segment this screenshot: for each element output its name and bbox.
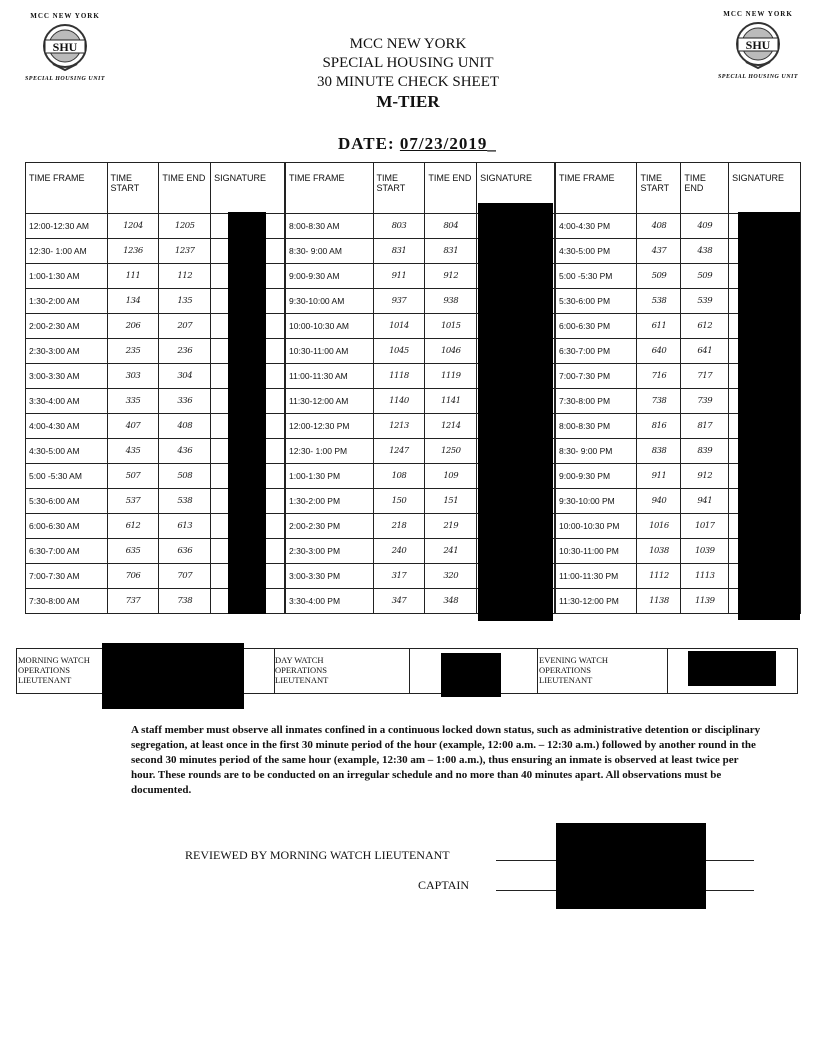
instructions-paragraph: A staff member must observe all inmates confined in a continuous locked down status, such as administrative detention or disciplinary segregation, at least once in the first 30 minute period of the hour (example, 12:00 a.m. – 12:30 a.m.) followed by another round in the second 30 minutes period of the same hour (example, 12:30 am – 1:00 a.m.), thus ensuring an inmate is observed at least twice per hour. These rounds are to be conducted on an irregular schedule and no more than 40 minutes apart. All observations must be documented. — [131, 724, 761, 796]
logo-top-text: MCC NEW YORK — [723, 10, 793, 18]
redacted-signature-column — [738, 212, 800, 620]
header-time-frame: TIME FRAME — [286, 163, 374, 214]
time-start-cell: 1045 — [373, 339, 425, 364]
time-end-cell: 509 — [681, 264, 729, 289]
time-end-cell: 831 — [425, 239, 477, 264]
time-end-cell: 717 — [681, 364, 729, 389]
time-end-cell: 219 — [425, 514, 477, 539]
tier-label: M-TIER — [376, 92, 440, 111]
time-end-cell: 707 — [159, 564, 211, 589]
time-end-cell: 1119 — [425, 364, 477, 389]
time-start-cell: 612 — [107, 514, 159, 539]
time-frame-cell: 4:30-5:00 AM — [26, 439, 108, 464]
time-frame-cell: 11:30-12:00 PM — [556, 589, 637, 614]
time-end-cell: 438 — [681, 239, 729, 264]
time-start-cell: 335 — [107, 389, 159, 414]
header-signature: SIGNATURE — [729, 163, 801, 214]
time-frame-cell: 1:30-2:00 PM — [286, 489, 374, 514]
time-start-cell: 150 — [373, 489, 425, 514]
time-start-cell: 706 — [107, 564, 159, 589]
time-start-cell: 838 — [637, 439, 681, 464]
time-start-cell: 1038 — [637, 539, 681, 564]
time-end-cell: 839 — [681, 439, 729, 464]
time-frame-cell: 9:00-9:30 PM — [556, 464, 637, 489]
redacted-evening-signature — [688, 651, 776, 686]
time-start-cell: 1118 — [373, 364, 425, 389]
time-frame-cell: 11:00-11:30 PM — [556, 564, 637, 589]
title-line: MCC NEW YORK — [349, 36, 467, 52]
time-end-cell: 1046 — [425, 339, 477, 364]
time-end-cell: 1205 — [159, 214, 211, 239]
time-start-cell: 1213 — [373, 414, 425, 439]
time-end-cell: 109 — [425, 464, 477, 489]
time-end-cell: 1139 — [681, 589, 729, 614]
time-frame-cell: 3:30-4:00 AM — [26, 389, 108, 414]
time-frame-cell: 3:00-3:30 AM — [26, 364, 108, 389]
time-frame-cell: 1:00-1:30 AM — [26, 264, 108, 289]
time-frame-cell: 2:00-2:30 PM — [286, 514, 374, 539]
time-end-cell: 612 — [681, 314, 729, 339]
time-start-cell: 716 — [637, 364, 681, 389]
logo-bottom-text: SPECIAL HOUSING UNIT — [24, 76, 106, 82]
time-end-cell: 1237 — [159, 239, 211, 264]
time-start-cell: 640 — [637, 339, 681, 364]
time-start-cell: 1112 — [637, 564, 681, 589]
time-end-cell: 1250 — [425, 439, 477, 464]
time-start-cell: 437 — [637, 239, 681, 264]
time-frame-cell: 7:30-8:00 AM — [26, 589, 108, 614]
time-end-cell: 613 — [159, 514, 211, 539]
time-start-cell: 738 — [637, 389, 681, 414]
time-end-cell: 241 — [425, 539, 477, 564]
time-start-cell: 538 — [637, 289, 681, 314]
logo-top-text: MCC NEW YORK — [30, 12, 100, 20]
time-end-cell: 135 — [159, 289, 211, 314]
time-start-cell: 803 — [373, 214, 425, 239]
header-time-start: TIME START — [637, 163, 681, 214]
time-frame-cell: 10:00-10:30 PM — [556, 514, 637, 539]
time-frame-cell: 10:30-11:00 PM — [556, 539, 637, 564]
header-time-end: TIME END — [159, 163, 211, 214]
time-frame-cell: 8:00-8:30 AM — [286, 214, 374, 239]
time-end-cell: 207 — [159, 314, 211, 339]
time-start-cell: 509 — [637, 264, 681, 289]
time-start-cell: 1236 — [107, 239, 159, 264]
time-frame-cell: 5:00 -5:30 AM — [26, 464, 108, 489]
day-watch-cell — [274, 649, 410, 693]
date-value: 07/23/2019 — [399, 134, 488, 153]
time-end-cell: 938 — [425, 289, 477, 314]
time-end-cell: 236 — [159, 339, 211, 364]
title-line: 30 MINUTE CHECK SHEET — [316, 74, 500, 90]
day-watch-label: DAY WATCH OPERATIONS LIEUTENANT — [275, 655, 329, 685]
time-start-cell: 408 — [637, 214, 681, 239]
header-signature: SIGNATURE — [477, 163, 555, 214]
time-frame-cell: 8:30- 9:00 PM — [556, 439, 637, 464]
time-start-cell: 218 — [373, 514, 425, 539]
time-end-cell: 1141 — [425, 389, 477, 414]
time-end-cell: 804 — [425, 214, 477, 239]
captain-label: CAPTAIN — [418, 878, 470, 892]
time-start-cell: 435 — [107, 439, 159, 464]
time-end-cell: 636 — [159, 539, 211, 564]
time-end-cell: 508 — [159, 464, 211, 489]
time-frame-cell: 7:00-7:30 AM — [26, 564, 108, 589]
time-frame-cell: 8:00-8:30 PM — [556, 414, 637, 439]
time-frame-cell: 3:30-4:00 PM — [286, 589, 374, 614]
header-time-start: TIME START — [107, 163, 159, 214]
time-end-cell: 1214 — [425, 414, 477, 439]
time-frame-cell: 8:30- 9:00 AM — [286, 239, 374, 264]
time-frame-cell: 7:30-8:00 PM — [556, 389, 637, 414]
time-start-cell: 235 — [107, 339, 159, 364]
time-frame-cell: 10:30-11:00 AM — [286, 339, 374, 364]
date-line: DATE: 07/23/2019_ — [338, 134, 497, 153]
time-start-cell: 347 — [373, 589, 425, 614]
time-frame-cell: 4:00-4:30 PM — [556, 214, 637, 239]
time-frame-cell: 5:30-6:00 AM — [26, 489, 108, 514]
time-frame-cell: 6:00-6:30 PM — [556, 314, 637, 339]
time-frame-cell: 1:30-2:00 AM — [26, 289, 108, 314]
time-start-cell: 303 — [107, 364, 159, 389]
redacted-morning-signature — [102, 643, 244, 709]
time-start-cell: 611 — [637, 314, 681, 339]
time-frame-cell: 10:00-10:30 AM — [286, 314, 374, 339]
header-time-end: TIME END — [681, 163, 729, 214]
date-label: DATE: — [338, 134, 395, 153]
time-end-cell: 738 — [159, 589, 211, 614]
morning-watch-label: MORNING WATCH OPERATIONS LIEUTENANT — [18, 655, 90, 685]
time-end-cell: 941 — [681, 489, 729, 514]
time-start-cell: 537 — [107, 489, 159, 514]
header-time-frame: TIME FRAME — [26, 163, 108, 214]
time-frame-cell: 1:00-1:30 PM — [286, 464, 374, 489]
time-start-cell: 1014 — [373, 314, 425, 339]
time-frame-cell: 7:00-7:30 PM — [556, 364, 637, 389]
time-end-cell: 1039 — [681, 539, 729, 564]
header-time-start: TIME START — [373, 163, 425, 214]
time-end-cell: 912 — [681, 464, 729, 489]
time-end-cell: 408 — [159, 414, 211, 439]
time-frame-cell: 6:30-7:00 AM — [26, 539, 108, 564]
time-start-cell: 407 — [107, 414, 159, 439]
time-end-cell: 1017 — [681, 514, 729, 539]
time-end-cell: 320 — [425, 564, 477, 589]
time-end-cell: 817 — [681, 414, 729, 439]
time-start-cell: 1016 — [637, 514, 681, 539]
document-title — [0, 35, 816, 111]
time-start-cell: 240 — [373, 539, 425, 564]
time-end-cell: 538 — [159, 489, 211, 514]
time-end-cell: 1113 — [681, 564, 729, 589]
header-time-end: TIME END — [425, 163, 477, 214]
time-end-cell: 304 — [159, 364, 211, 389]
time-frame-cell: 9:00-9:30 AM — [286, 264, 374, 289]
time-frame-cell: 2:30-3:00 AM — [26, 339, 108, 364]
time-start-cell: 206 — [107, 314, 159, 339]
time-start-cell: 635 — [107, 539, 159, 564]
time-end-cell: 539 — [681, 289, 729, 314]
time-frame-cell: 9:30-10:00 PM — [556, 489, 637, 514]
time-end-cell: 912 — [425, 264, 477, 289]
time-start-cell: 816 — [637, 414, 681, 439]
redacted-signature-column — [478, 203, 553, 621]
time-start-cell: 937 — [373, 289, 425, 314]
time-frame-cell: 12:00-12:30 AM — [26, 214, 108, 239]
time-end-cell: 112 — [159, 264, 211, 289]
time-start-cell: 507 — [107, 464, 159, 489]
time-frame-cell: 9:30-10:00 AM — [286, 289, 374, 314]
time-start-cell: 1204 — [107, 214, 159, 239]
time-frame-cell: 6:00-6:30 AM — [26, 514, 108, 539]
time-start-cell: 108 — [373, 464, 425, 489]
time-end-cell: 348 — [425, 589, 477, 614]
time-end-cell: 1015 — [425, 314, 477, 339]
logo-center-text: SHU — [745, 38, 771, 52]
time-start-cell: 737 — [107, 589, 159, 614]
redacted-reviewer-signature — [556, 823, 706, 909]
time-frame-cell: 5:00 -5:30 PM — [556, 264, 637, 289]
time-start-cell: 940 — [637, 489, 681, 514]
time-end-cell: 436 — [159, 439, 211, 464]
time-frame-cell: 11:00-11:30 AM — [286, 364, 374, 389]
time-start-cell: 911 — [637, 464, 681, 489]
time-frame-cell: 4:00-4:30 AM — [26, 414, 108, 439]
time-end-cell: 641 — [681, 339, 729, 364]
time-start-cell: 111 — [107, 264, 159, 289]
time-frame-cell: 11:30-12:00 AM — [286, 389, 374, 414]
time-end-cell: 739 — [681, 389, 729, 414]
time-start-cell: 1247 — [373, 439, 425, 464]
reviewed-by-label: REVIEWED BY MORNING WATCH LIEUTENANT — [185, 848, 450, 862]
time-frame-cell: 6:30-7:00 PM — [556, 339, 637, 364]
time-start-cell: 831 — [373, 239, 425, 264]
time-start-cell: 1138 — [637, 589, 681, 614]
time-frame-cell: 12:30- 1:00 PM — [286, 439, 374, 464]
header-time-frame: TIME FRAME — [556, 163, 637, 214]
time-start-cell: 317 — [373, 564, 425, 589]
logo-bottom-text: SPECIAL HOUSING UNIT — [717, 74, 799, 80]
redacted-signature-column — [228, 212, 266, 614]
time-frame-cell: 2:00-2:30 AM — [26, 314, 108, 339]
time-frame-cell: 3:00-3:30 PM — [286, 564, 374, 589]
evening-watch-cell — [537, 649, 668, 693]
time-frame-cell: 12:00-12:30 PM — [286, 414, 374, 439]
time-start-cell: 1140 — [373, 389, 425, 414]
title-line: SPECIAL HOUSING UNIT — [322, 55, 494, 71]
time-end-cell: 409 — [681, 214, 729, 239]
time-frame-cell: 12:30- 1:00 AM — [26, 239, 108, 264]
redacted-day-signature — [441, 653, 501, 697]
header-signature: SIGNATURE — [211, 163, 285, 214]
time-frame-cell: 5:30-6:00 PM — [556, 289, 637, 314]
time-start-cell: 911 — [373, 264, 425, 289]
evening-watch-label: EVENING WATCH OPERATIONS LIEUTENANT — [539, 655, 609, 685]
time-frame-cell: 4:30-5:00 PM — [556, 239, 637, 264]
time-start-cell: 134 — [107, 289, 159, 314]
logo-center-text: SHU — [52, 40, 78, 54]
time-end-cell: 336 — [159, 389, 211, 414]
time-end-cell: 151 — [425, 489, 477, 514]
time-frame-cell: 2:30-3:00 PM — [286, 539, 374, 564]
